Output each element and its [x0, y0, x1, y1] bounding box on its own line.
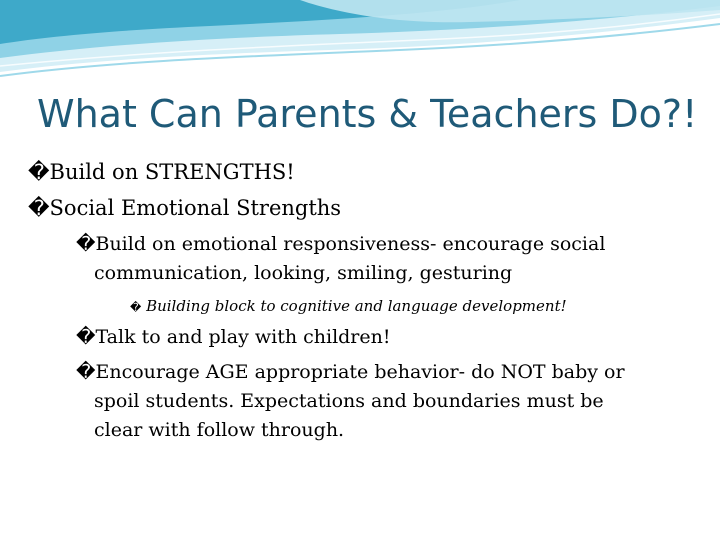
bullet-glyph: � [76, 326, 96, 348]
sub-bullet-item [76, 326, 391, 348]
bullet-text: Talk to and play with children! [95, 326, 391, 348]
sub-sub-bullet-item [130, 297, 567, 315]
bullet-text: communication, looking, smiling, gesturing [94, 262, 513, 284]
bullet-item [28, 196, 341, 220]
sub-bullet-continuation [94, 419, 344, 441]
bullet-text: Social Emotional Strengths [49, 196, 342, 220]
bullet-glyph: � [28, 196, 50, 220]
sub-bullet-item [76, 361, 625, 383]
bullet-text: Build on STRENGTHS! [49, 160, 295, 184]
sub-bullet-continuation [94, 390, 604, 412]
bullet-text: Build on emotional responsiveness- encourage social [95, 233, 606, 255]
bullet-text: clear with follow through. [94, 419, 345, 441]
bullet-glyph: � [130, 301, 142, 314]
bullet-glyph: � [76, 233, 96, 255]
sub-bullet-continuation [94, 262, 512, 284]
bullet-glyph: � [28, 160, 50, 184]
sub-bullet-item [76, 233, 605, 255]
bullet-text: Encourage AGE appropriate behavior- do NOT baby or [95, 361, 625, 383]
bullet-text: Building block to cognitive and language development! [146, 297, 567, 315]
slide-title: What Can Parents & Teachers Do?! [37, 92, 698, 136]
bullet-text: spoil students. Expectations and boundaries must be [94, 390, 604, 412]
bullet-item [28, 160, 295, 184]
bullet-glyph: � [76, 361, 96, 383]
